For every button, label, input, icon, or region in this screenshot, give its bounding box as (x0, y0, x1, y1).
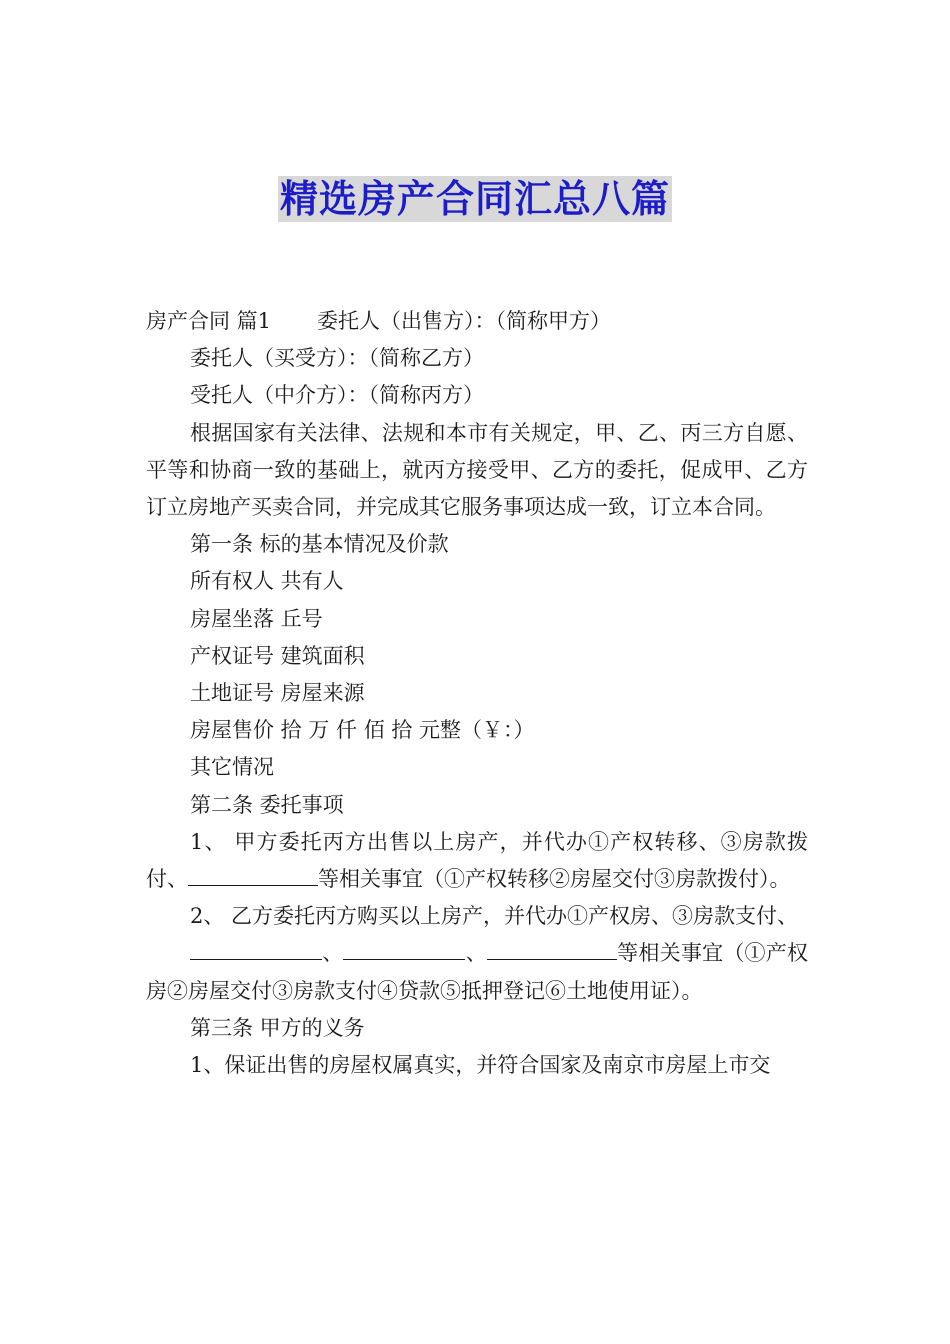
separator: 、 (322, 941, 344, 966)
clause-2-1-text-a: 1、 甲方委托丙方出售以上房产，并代办①产权转移、③房款拨付、 (146, 829, 808, 892)
clause-2-2-continued (146, 935, 808, 1009)
clause-2-1 (146, 824, 808, 898)
land-certificate-line: 土地证号 房屋来源 (190, 681, 365, 706)
document-title: 精选房产合同汇总八篇 (279, 177, 670, 221)
article-2-heading: 第二条 委托事项 (190, 792, 344, 817)
blank-line (487, 935, 617, 960)
article-1-heading: 第一条 标的基本情况及价款 (190, 532, 449, 557)
certificate-line: 产权证号 建筑面积 (190, 643, 365, 668)
paragraph-section-header (146, 303, 808, 340)
document-body (146, 303, 808, 1084)
price-line: 房屋售价 拾 万 仟 佰 拾 元整（￥：） (190, 718, 535, 743)
clause-3-1: 1、保证出售的房屋权属真实，并符合国家及南京市房屋上市交 (190, 1053, 771, 1078)
preamble-paragraph: 根据国家有关法律、法规和本市有关规定，甲、乙、丙三方自愿、平等和协商一致的基础上，就丙方接受甲、乙方的委托，促成甲、乙方订立房地产买卖合同，并完成其它服务事项达成一致，订立本合同。 (146, 420, 808, 520)
clause-2-1-text-b: 等相关事宜（①产权转移②房屋交付③房款拨付）。 (318, 867, 791, 892)
blank-line (190, 935, 322, 960)
other-info-line: 其它情况 (190, 755, 274, 780)
seller-line: 委托人（出售方）：（简称甲方） (317, 309, 612, 333)
agent-line: 受托人（中介方）：（简称丙方） (190, 383, 484, 408)
section-label: 房产合同 篇1 (146, 309, 272, 333)
owner-line: 所有权人 共有人 (190, 569, 344, 594)
clause-2-2-rest: 等相关事宜（①产权房②房屋交付③房款支付④贷款⑤抵押登记⑥土地使用证）。 (146, 941, 809, 1003)
clause-2-2: 2、 乙方委托丙方购买以上房产，并代办①产权房、③房款支付、 (190, 904, 799, 929)
title-container (0, 176, 950, 222)
separator: 、 (465, 941, 487, 966)
blank-line (343, 935, 465, 960)
buyer-line: 委托人（买受方）：（简称乙方） (190, 346, 484, 371)
blank-line (188, 861, 318, 886)
article-3-heading: 第三条 甲方的义务 (190, 1015, 365, 1040)
location-line: 房屋坐落 丘号 (190, 606, 323, 631)
